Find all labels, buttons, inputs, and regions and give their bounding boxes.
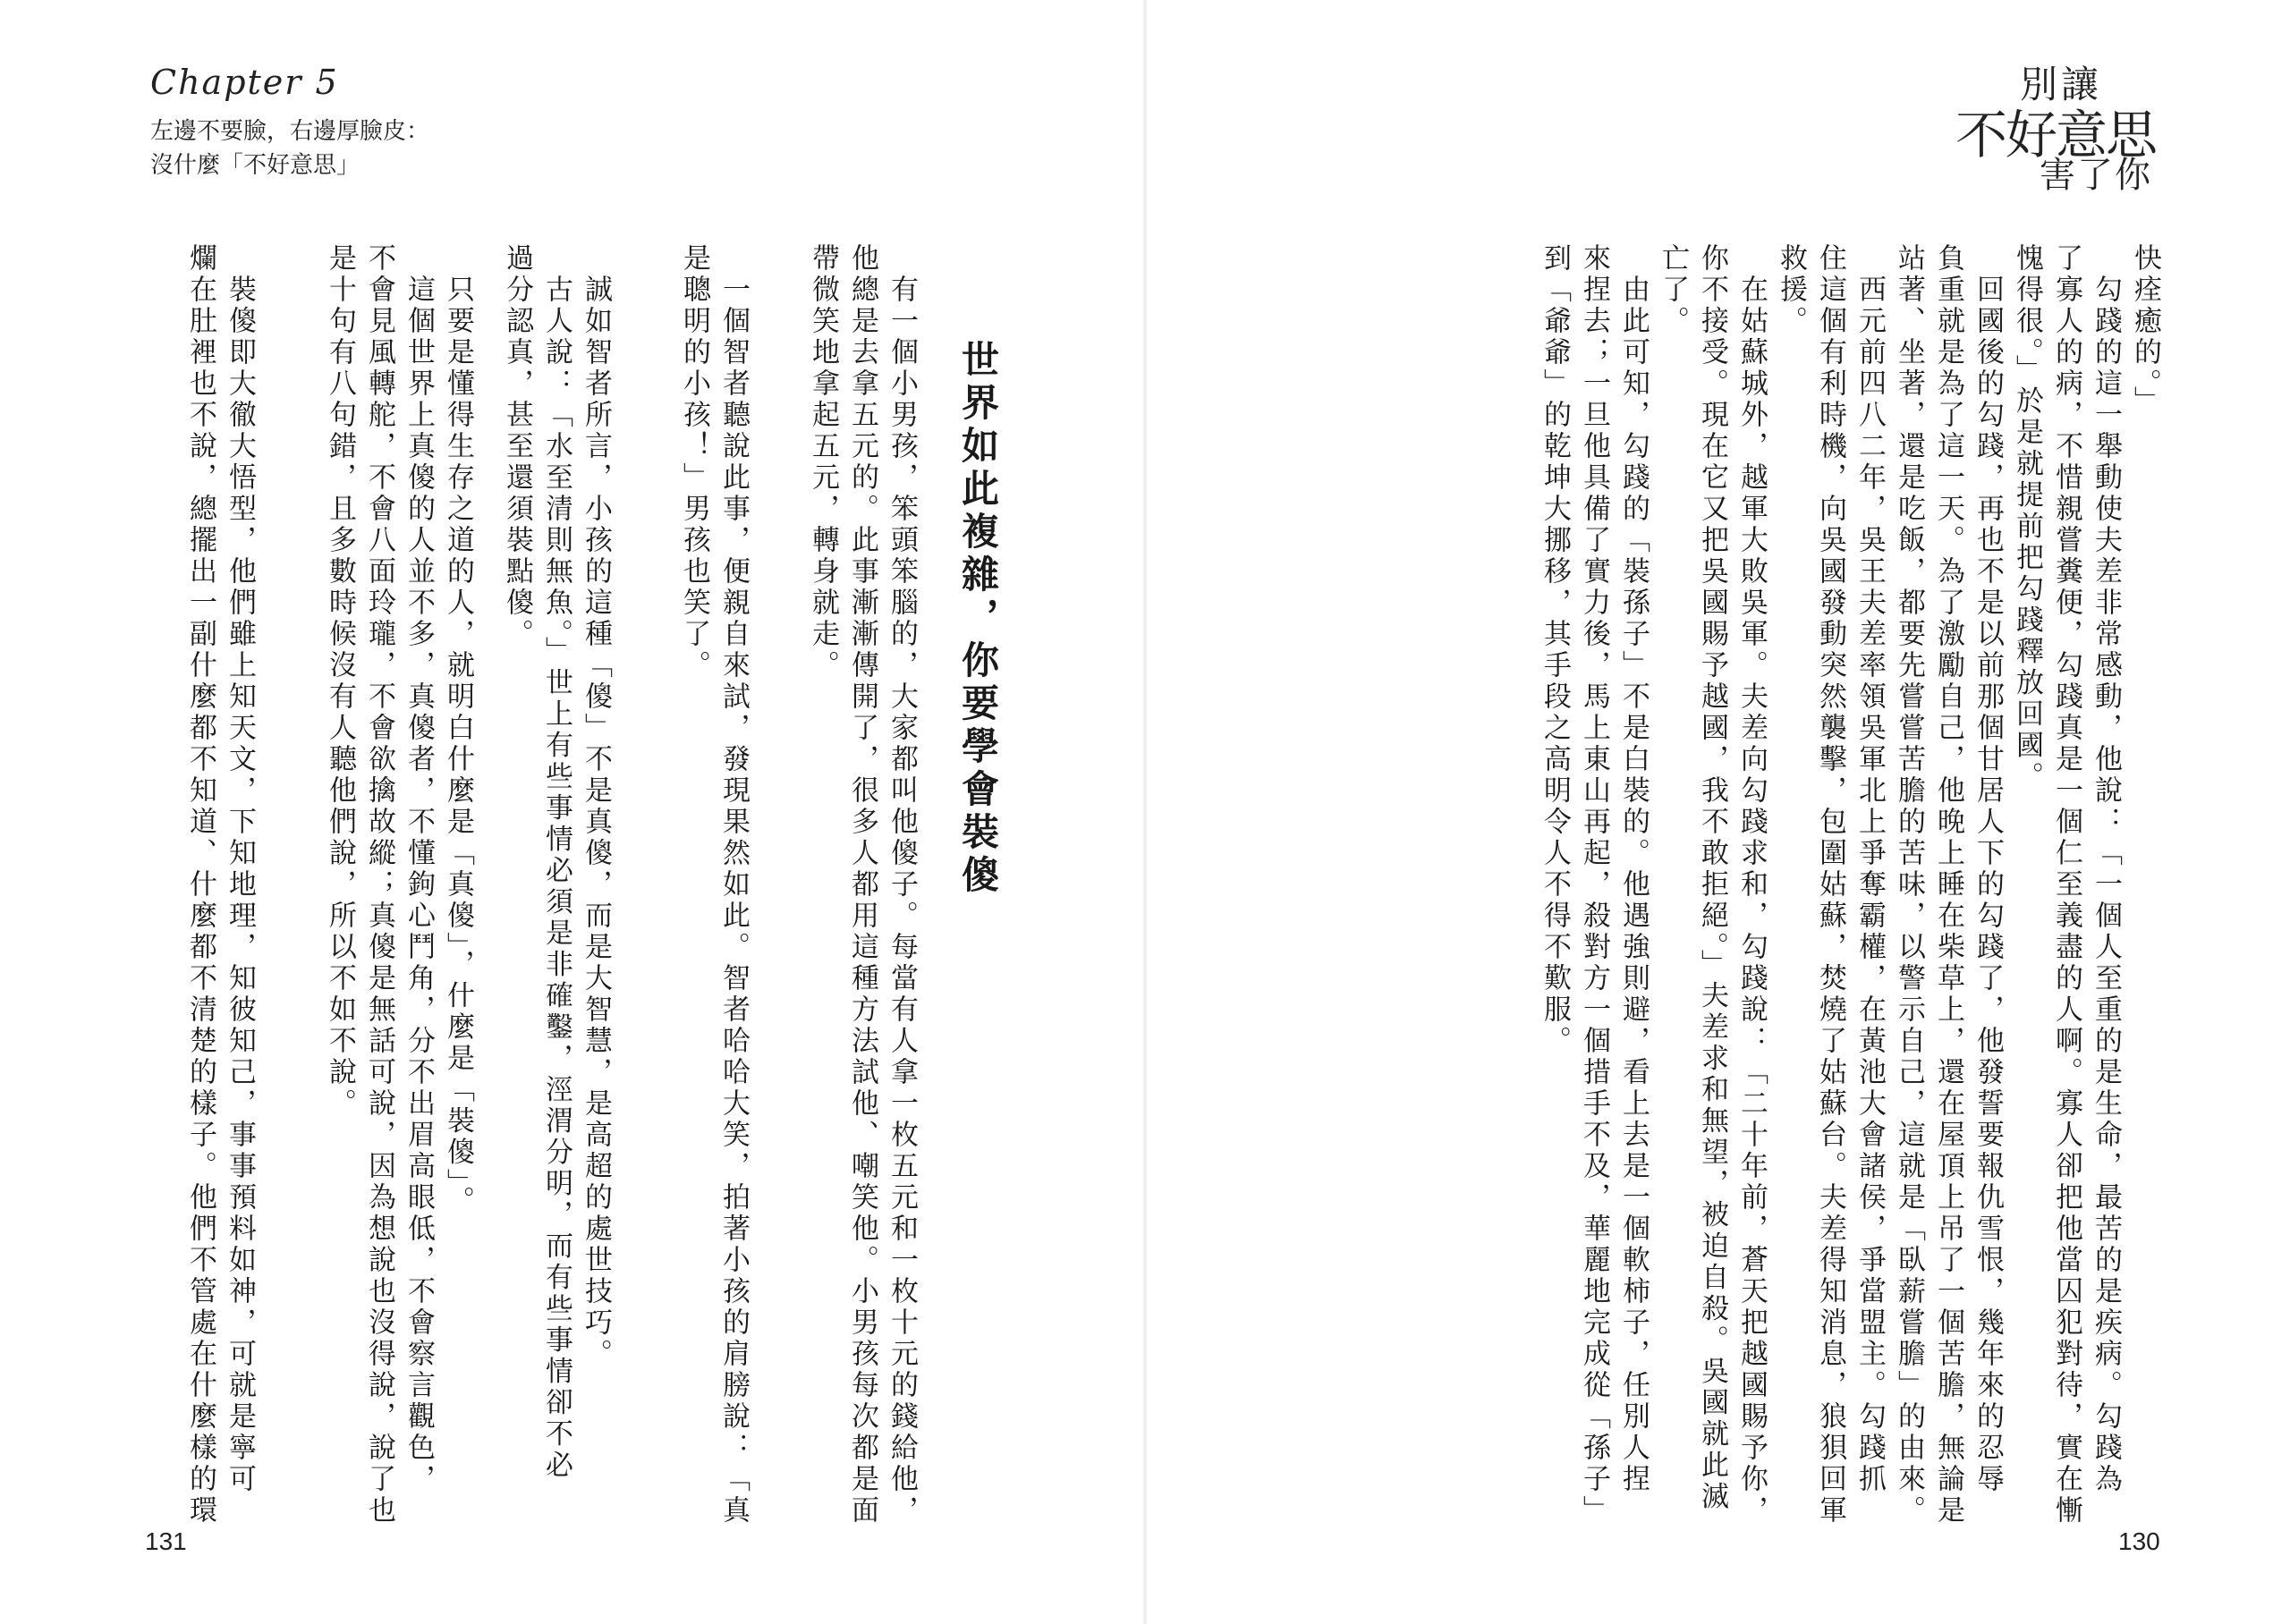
page-number-left: 131 [145, 1527, 187, 1555]
text-column: 西元前四八二年，吳王夫差率領吳軍北上爭奪霸權，在黃池大會諸侯，爭當盟主。勾踐抓 [1853, 243, 1886, 1495]
book-title-line-1: 別讓 [2019, 63, 2102, 106]
text-column: 你不接受。現在它又把吳國賜予越國，我不敢拒絕。」夫差求和無望，被迫自殺。吳國就此滅 [1696, 243, 1728, 1513]
text-column: 只要是懂得生存之道的人，就明白什麼是「真傻」，什麼是「裝傻」。 [442, 243, 474, 1217]
book-title-logo [1955, 55, 2156, 196]
chapter-subtitle-line-2: 沒什麼「不好意思」 [150, 152, 360, 179]
page-gutter [1143, 0, 1147, 1624]
text-column: 在姑蘇城外，越軍大敗吳軍。夫差向勾踐求和，勾踐說：「二十年前，蒼天把越國賜予你， [1735, 243, 1768, 1527]
chapter-label: Chapter 5 [150, 63, 339, 102]
text-column: 帶微笑地拿起五元，轉身就走。 [807, 243, 839, 681]
text-column: 誠如智者所言，小孩的這種「傻」不是真傻，而是大智慧，是高超的處世技巧。 [580, 243, 612, 1370]
section-heading: 世界如此複雜，你要學會裝傻 [956, 340, 1000, 898]
text-column: 勾踐的這一舉動使夫差非常感動，他說：「一個人至重的是生命，最苦的是疾病。勾踐為 [2090, 243, 2122, 1495]
text-column: 爛在肚裡也不說，總擺出一副什麼都不知道、什麼都不清楚的樣子。他們不管處在什麼樣的環 [184, 243, 216, 1527]
text-column: 這個世界上真傻的人並不多，真傻者，不懂鉤心鬥角，分不出眉高眼低，不會察言觀色， [403, 243, 435, 1495]
text-column: 亡了。 [1657, 243, 1689, 337]
text-column: 了寡人的病，不惜親嘗糞便，勾踐真是一個仁至義盡的人啊。寡人卻把他當囚犯對待，實在慚 [2050, 243, 2082, 1527]
text-column: 一個智者聽說此事，便親自來試，發現果然如此。智者哈哈大笑，拍著小孩的肩膀說：「真 [717, 243, 750, 1527]
text-column: 到「爺爺」的乾坤大挪移，其手段之高明令人不得不歎服。 [1539, 243, 1571, 1057]
text-column: 由此可知，勾踐的「裝孫子」不是白裝的。他遇強則避，看上去是一個軟柿子，任別人捏 [1617, 243, 1650, 1495]
text-column: 站著、坐著，還是吃飯，都要先嘗嘗苦膽的苦味，以警示自己，這就是「臥薪嘗膽」的由來。 [1893, 243, 1925, 1527]
text-column: 裝傻即大徹大悟型，他們雖上知天文，下知地理，知彼知己，事事預料如神，可就是寧可 [224, 243, 256, 1495]
text-column: 負重就是為了這一天。為了激勵自己，他晚上睡在柴草上，還在屋頂上吊了一個苦膽，無論是 [1932, 243, 1964, 1527]
text-column: 是聰明的小孩！」男孩也笑了。 [678, 243, 710, 681]
book-title-line-3: 害了你 [2040, 155, 2152, 196]
text-column: 古人說：「水至清則無魚。」世上有些事情必須是非確鑿，涇渭分明，而有些事情卻不必 [540, 243, 572, 1482]
text-column: 救援。 [1775, 243, 1807, 337]
text-column: 不會見風轉舵，不會八面玲瓏，不會欲擒故縱；真傻是無話可說，因為想說也沒得說，說了也 [363, 243, 395, 1527]
text-column: 是十句有八句錯，且多數時候沒有人聽他們說，所以不如不說。 [324, 243, 356, 1120]
page-number-right: 130 [2118, 1527, 2160, 1555]
text-column: 住這個有利時機，向吳國發動突然襲擊，包圍姑蘇，焚燒了姑蘇台。夫差得知消息，狼狽回軍 [1814, 243, 1846, 1527]
text-column: 他總是去拿五元的。此事漸漸傳開了，很多人都用這種方法試他、嘲笑他。小男孩每次都是面 [846, 243, 878, 1527]
text-column: 來捏去；一旦他具備了實力後，馬上東山再起，殺對方一個措手不及，華麗地完成從「孫子」 [1578, 243, 1610, 1527]
chapter-subtitle-line-1: 左邊不要臉，右邊厚臉皮： [150, 118, 430, 145]
text-column: 過分認真，甚至還須裝點傻。 [501, 243, 533, 650]
text-column: 回國後的勾踐，再也不是以前那個甘居人下的勾踐了，他發誓要報仇雪恨，幾年來的忍辱 [1972, 243, 2004, 1495]
text-column: 愧得很。」於是就提前把勾踐釋放回國。 [2011, 243, 2043, 793]
book-title-line-2: 不好意思 [1955, 105, 2156, 165]
text-column: 快痊癒的。」 [2129, 243, 2161, 418]
text-column: 有一個小男孩，笨頭笨腦的，大家都叫他傻子。每當有人拿一枚五元和一枚十元的錢給他， [886, 243, 918, 1527]
